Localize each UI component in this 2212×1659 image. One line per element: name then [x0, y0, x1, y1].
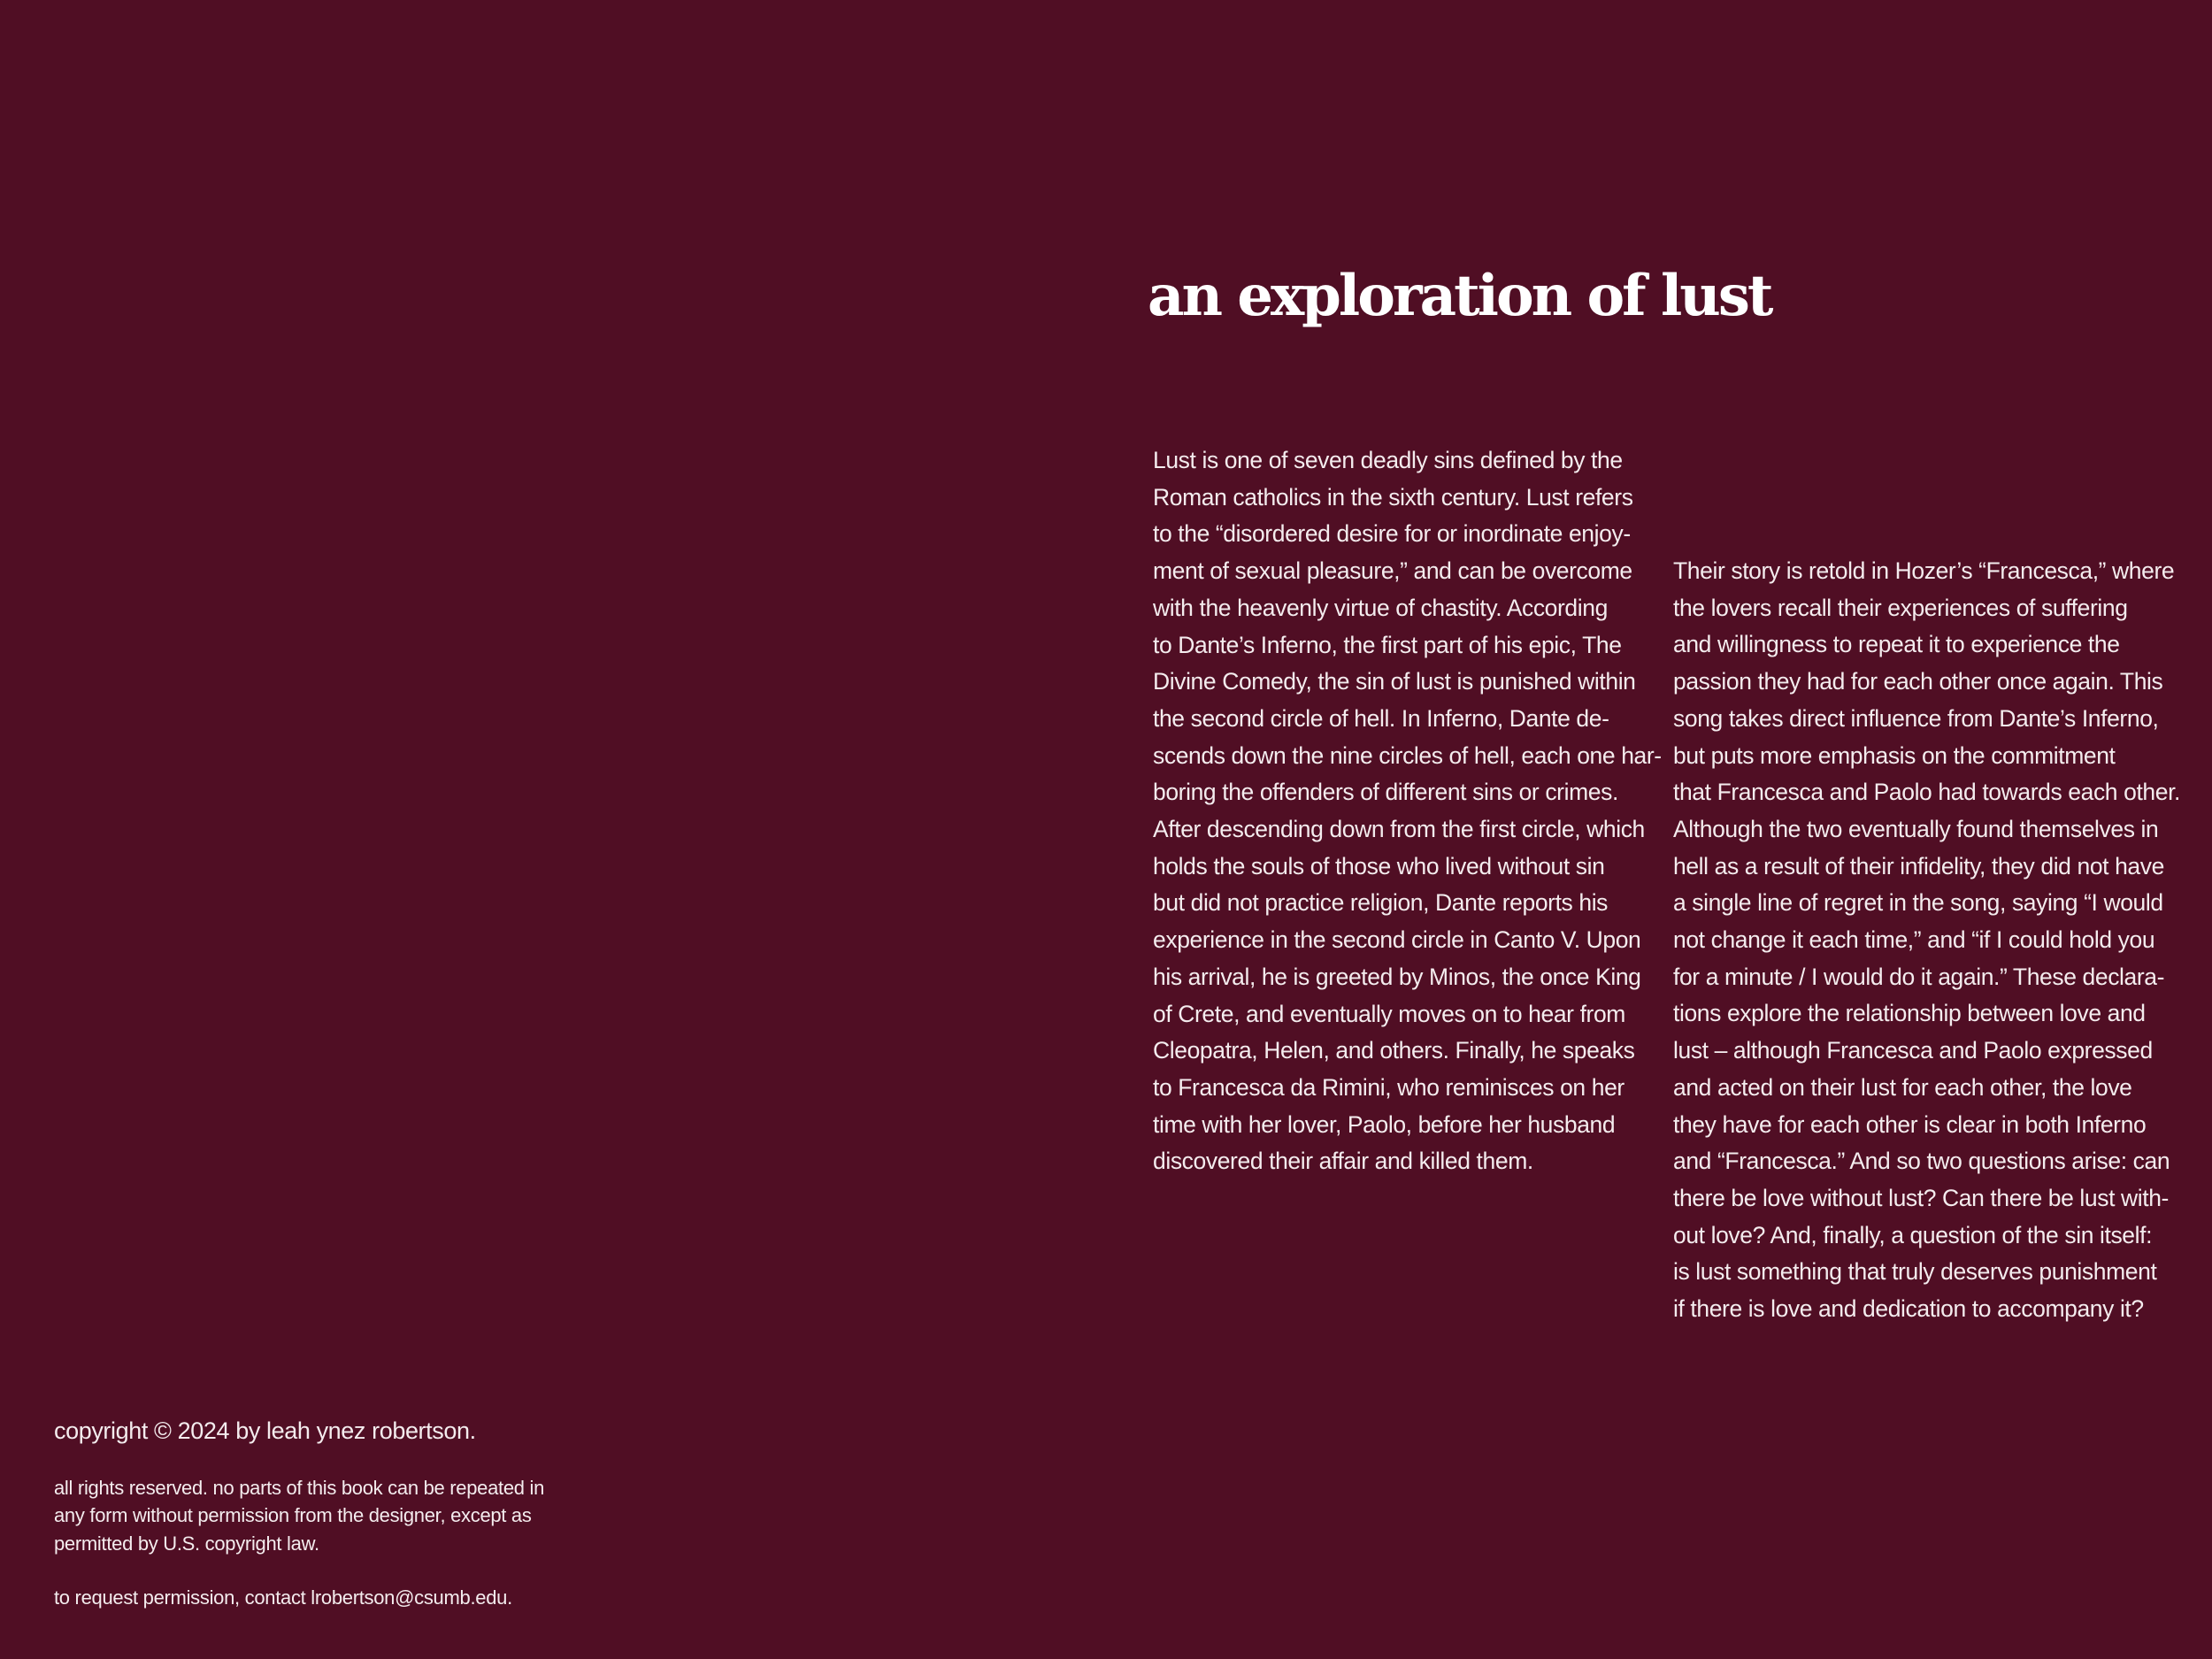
body-line: and willingness to repeat it to experience the	[1673, 631, 2120, 658]
body-line: boring the offenders of different sins or crimes.	[1153, 779, 1618, 806]
body-line: Cleopatra, Helen, and others. Finally, he speaks	[1153, 1037, 1635, 1064]
body-line: the lovers recall their experiences of suffering	[1673, 594, 2128, 621]
body-line: and “Francesca.” And so two questions arise: can	[1673, 1148, 2170, 1175]
body-line: but puts more emphasis on the commitment	[1673, 741, 2116, 769]
body-line: Divine Comedy, the sin of lust is punished within	[1153, 668, 1636, 695]
page-title: an exploration of lust	[1148, 263, 1771, 329]
copyright-notice: copyright © 2024 by leah ynez robertson.	[54, 1417, 476, 1444]
rights-line: all rights reserved. no parts of this book can be repeated in	[54, 1477, 545, 1499]
rights-line: permitted by U.S. copyright law.	[54, 1532, 319, 1555]
body-line: Although the two eventually found themselves in	[1673, 815, 2159, 842]
body-line: time with her lover, Paolo, before her husband	[1153, 1110, 1616, 1138]
contact-line: to request permission, contact lrobertson@csumb.edu.	[54, 1586, 512, 1609]
body-line: that Francesca and Paolo had towards each other.	[1673, 779, 2181, 806]
rights-statement	[54, 1474, 544, 1557]
body-line: the second circle of hell. In Inferno, Dante de-	[1153, 704, 1609, 732]
body-line: but did not practice religion, Dante reports his	[1153, 889, 1609, 917]
body-line: holds the souls of those who lived without sin	[1153, 852, 1605, 879]
body-line: there be love without lust? Can there be lust with-	[1673, 1184, 2169, 1211]
body-line: to Dante’s Inferno, the first part of his epic, The	[1153, 631, 1622, 658]
body-line: and acted on their lust for each other, the love	[1673, 1073, 2132, 1101]
rights-line: any form without permission from the designer, except as	[54, 1504, 532, 1527]
body-line: if there is love and dedication to accompany it?	[1673, 1295, 2144, 1323]
body-column-left	[1153, 442, 1675, 1180]
body-line: out love? And, finally, a question of the sin itself:	[1673, 1221, 2153, 1248]
body-line: ment of sexual pleasure,” and can be overcome	[1153, 557, 1632, 585]
body-line: a single line of regret in the song, saying “I would	[1673, 889, 2163, 917]
body-line: hell as a result of their infidelity, they did not have	[1673, 852, 2164, 879]
body-line: they have for each other is clear in both Inferno	[1673, 1110, 2147, 1138]
body-line: not change it each time,” and “if I could hold you	[1673, 926, 2155, 954]
body-line: Lust is one of seven deadly sins defined by the	[1153, 447, 1623, 473]
body-line: After descending down from the first circle, which	[1153, 816, 1645, 843]
body-line: passion they had for each other once again. This	[1673, 668, 2163, 695]
body-line: of Crete, and eventually moves on to hear from	[1153, 1000, 1625, 1027]
body-line: Their story is retold in Hozer’s “Francesca,” where	[1673, 557, 2175, 584]
body-line: tions explore the relationship between love and	[1673, 1000, 2146, 1027]
body-column-right	[1673, 553, 2195, 1328]
body-line: with the heavenly virtue of chastity. According	[1153, 594, 1608, 621]
body-line: scends down the nine circles of hell, each one har-	[1153, 741, 1662, 769]
body-line: Roman catholics in the sixth century. Lust refers	[1153, 483, 1633, 511]
body-line: lust – although Francesca and Paolo expressed	[1673, 1037, 2153, 1064]
body-line: his arrival, he is greeted by Minos, the once King	[1153, 963, 1641, 990]
body-line: discovered their affair and killed them.	[1153, 1148, 1533, 1175]
body-line: for a minute / I would do it again.” These declara-	[1673, 963, 2165, 990]
body-line: to the “disordered desire for or inordinate enjoy-	[1153, 520, 1631, 548]
body-line: experience in the second circle in Canto V. Upon	[1153, 926, 1641, 954]
body-line: song takes direct influence from Dante’s Inferno,	[1673, 704, 2159, 732]
body-line: is lust something that truly deserves punishment	[1673, 1258, 2157, 1286]
body-line: to Francesca da Rimini, who reminisces on her	[1153, 1073, 1624, 1101]
